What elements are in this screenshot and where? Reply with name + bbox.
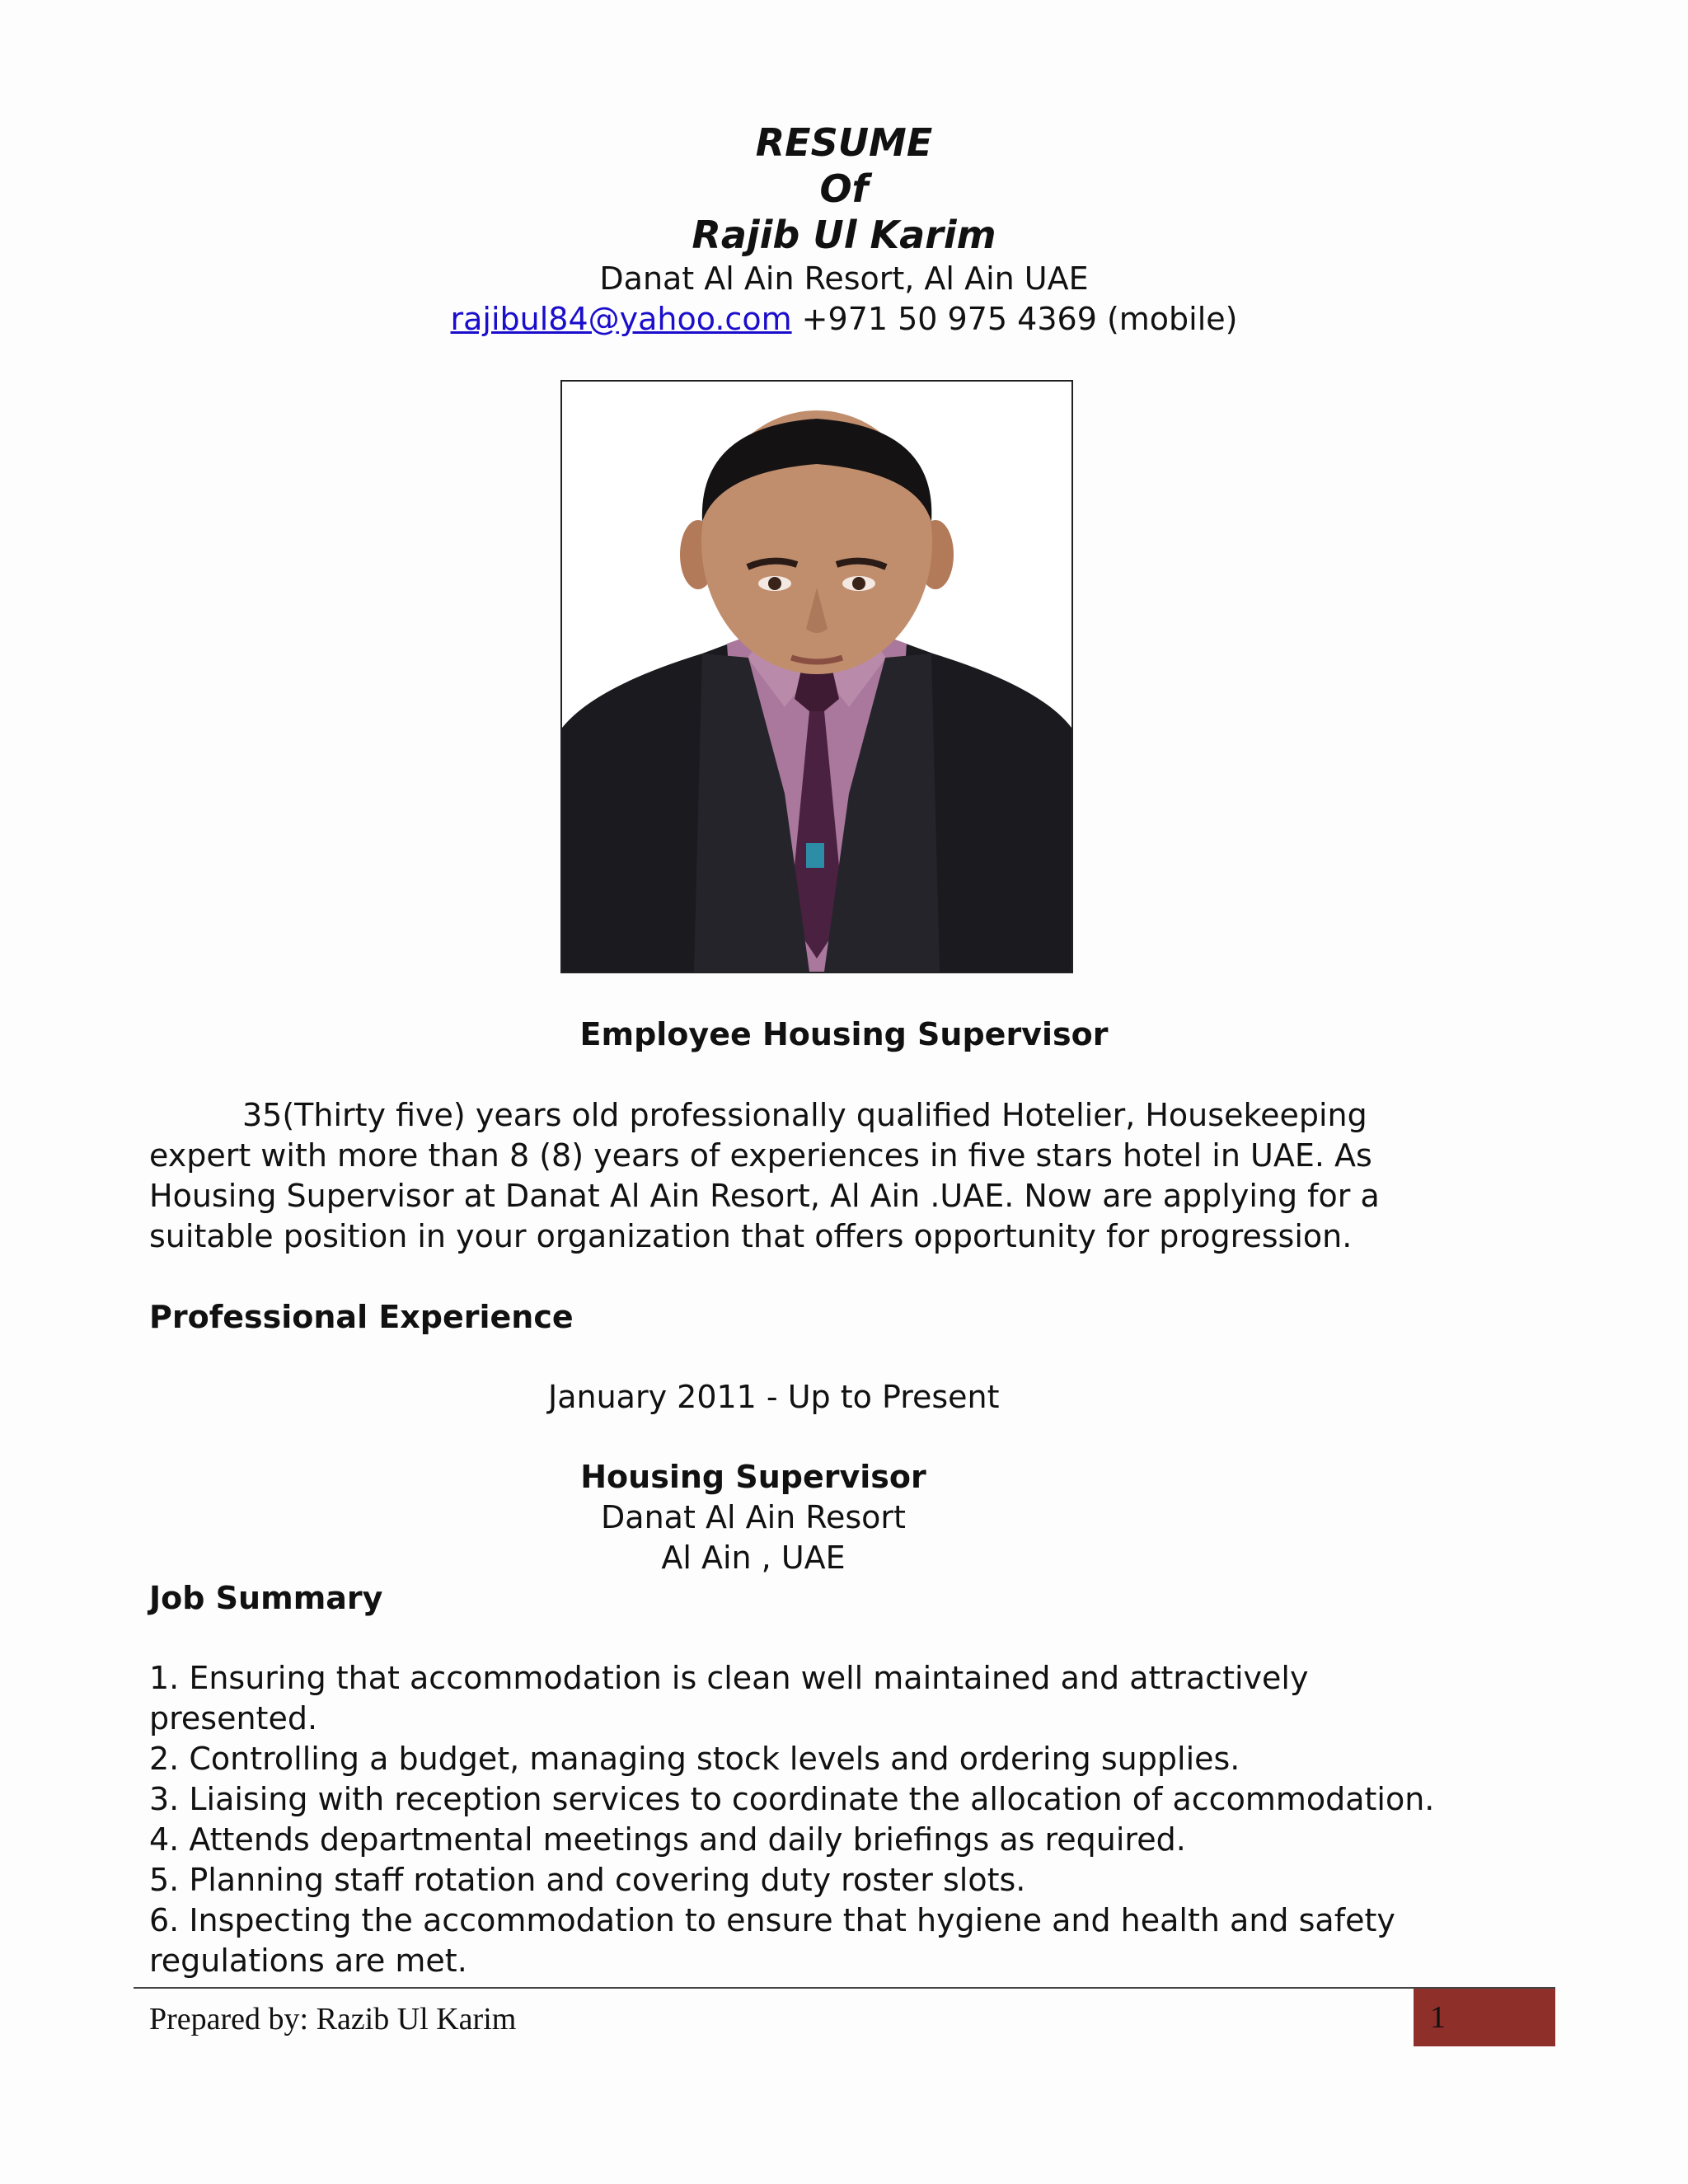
- candidate-location: Danat Al Ain Resort, Al Ain UAE: [599, 260, 1089, 297]
- email-link[interactable]: rajibul84@yahoo.com: [450, 301, 792, 337]
- list-item: 2. Controlling a budget, managing stock levels and ordering supplies.: [149, 1741, 1240, 1777]
- phone-number: +971 50 975 4369 (mobile): [791, 301, 1238, 337]
- experience-section-title: Professional Experience: [149, 1299, 574, 1335]
- experience-period: January 2011 - Up to Present: [548, 1379, 1000, 1415]
- list-item: regulations are met.: [149, 1943, 467, 1979]
- list-item: presented.: [149, 1700, 318, 1736]
- candidate-name: Rajib Ul Karim: [692, 213, 996, 257]
- objective-line: 35(Thirty five) years old professionally qualified Hotelier, Housekeeping: [242, 1097, 1367, 1133]
- objective-line: Housing Supervisor at Danat Al Ain Resort, Al Ain .UAE. Now are applying for a: [149, 1178, 1380, 1214]
- job-summary-list: [149, 1658, 1550, 1981]
- of-heading: Of: [819, 166, 869, 211]
- objective-title: Employee Housing Supervisor: [579, 1016, 1109, 1052]
- contact-line: [0, 299, 1688, 340]
- objective-line: suitable position in your organization that offers opportunity for progression.: [149, 1218, 1353, 1254]
- experience-place: Al Ain , UAE: [661, 1540, 846, 1576]
- footer-prepared-by: Prepared by: Razib Ul Karim: [149, 2002, 517, 2036]
- list-item: 4. Attends departmental meetings and daily briefings as required.: [149, 1821, 1186, 1858]
- profile-photo: [560, 380, 1073, 973]
- experience-employer: Danat Al Ain Resort: [601, 1499, 906, 1535]
- job-summary-title: Job Summary: [149, 1580, 383, 1616]
- list-item: 6. Inspecting the accommodation to ensure that hygiene and health and safety: [149, 1902, 1395, 1938]
- experience-position: Housing Supervisor: [580, 1459, 926, 1495]
- page-number-box: [1414, 1989, 1555, 2046]
- list-item: 3. Liaising with reception services to coordinate the allocation of accommodation.: [149, 1781, 1435, 1817]
- objective-line: expert with more than 8 (8) years of experiences in five stars hotel in UAE. As: [149, 1137, 1372, 1174]
- footer-divider: [134, 1987, 1555, 1989]
- list-item: 1. Ensuring that accommodation is clean well maintained and attractively: [149, 1660, 1309, 1696]
- resume-heading: RESUME: [755, 120, 933, 165]
- objective-paragraph: [149, 1095, 1550, 1257]
- list-item: 5. Planning staff rotation and covering duty roster slots.: [149, 1862, 1026, 1898]
- page-number: 1: [1430, 2000, 1446, 2035]
